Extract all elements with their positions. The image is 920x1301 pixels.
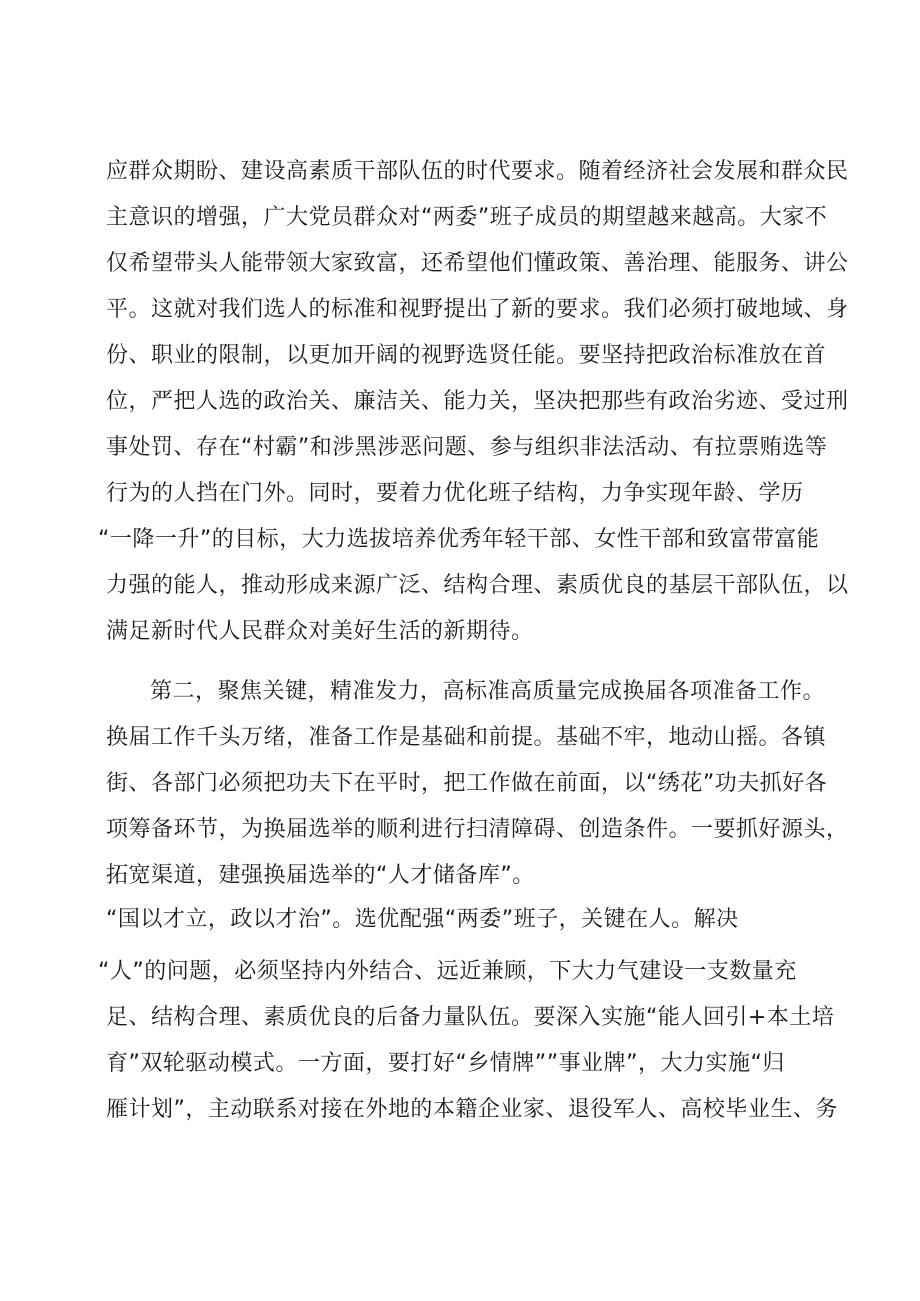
text-line: 雁计划”，主动联系对接在外地的本籍企业家、退役军人、高校毕业生、务: [106, 1097, 838, 1122]
text-line: 位，严把人选的政治关、廉洁关、能力关，坚决把那些有政治劣迹、受过刑: [106, 389, 849, 414]
text-line: 满足新时代人民群众对美好生活的新期待。: [106, 619, 534, 644]
text-line: 街、各部门必须把功夫下在平时，把工作做在前面，以“绣花”功夫抓好各: [106, 771, 828, 796]
text-line: 应群众期盼、建设高素质干部队伍的时代要求。随着经济社会发展和群众民: [106, 159, 849, 184]
text-line: “人”的问题，必须坚持内外结合、远近兼顾，下大力气建设一支数量充: [98, 959, 797, 984]
text-line: 换届工作千头万绪，准备工作是基础和前提。基础不牢，地动山摇。各镇: [106, 725, 827, 750]
text-line: 力强的能人，推动形成来源广泛、结构合理、素质优良的基层干部队伍，以: [106, 573, 849, 598]
text-line: 拓宽渠道，建强换届选举的“人才储备库”。: [106, 863, 535, 888]
text-line: 仅希望带头人能带领大家致富，还希望他们懂政策、善治理、能服务、讲公: [106, 251, 849, 276]
text-line: 份、职业的限制，以更加开阔的视野选贤任能。要坚持把政治标准放在首: [106, 343, 827, 368]
text-line: 足、结构合理、素质优良的后备力量队伍。要深入实施“能人回引+本土培: [106, 1005, 835, 1030]
text-line: 事处罚、存在“村霸”和涉黑涉恶问题、参与组织非法活动、有拉票贿选等: [106, 435, 828, 460]
text-line: “一降一升”的目标，大力选拔培养优秀年轻干部、女性干部和致富带富能: [98, 527, 820, 552]
text-line: 行为的人挡在门外。同时，要着力优化班子结构，力争实现年龄、学历: [106, 481, 804, 506]
text-line: 项筹备环节，为换届选举的顺利进行扫清障碍、创造条件。一要抓好源头，: [106, 817, 849, 842]
text-line: 育”双轮驱动模式。一方面，要打好“乡情牌””事业牌”，大力实施“归: [106, 1051, 785, 1076]
paragraph-heading: 第二，聚焦关键，精准发力，高标准高质量完成换届各项准备工作。: [150, 679, 826, 704]
text-line: “国以才立，政以才治”。选优配强“两委”班子，关键在人。解决: [106, 907, 739, 932]
text-line: 平。这就对我们选人的标准和视野提出了新的要求。我们必须打破地域、身: [106, 297, 849, 322]
text-line: 主意识的增强，广大党员群众对“两委”班子成员的期望越来越高。大家不: [106, 205, 828, 230]
